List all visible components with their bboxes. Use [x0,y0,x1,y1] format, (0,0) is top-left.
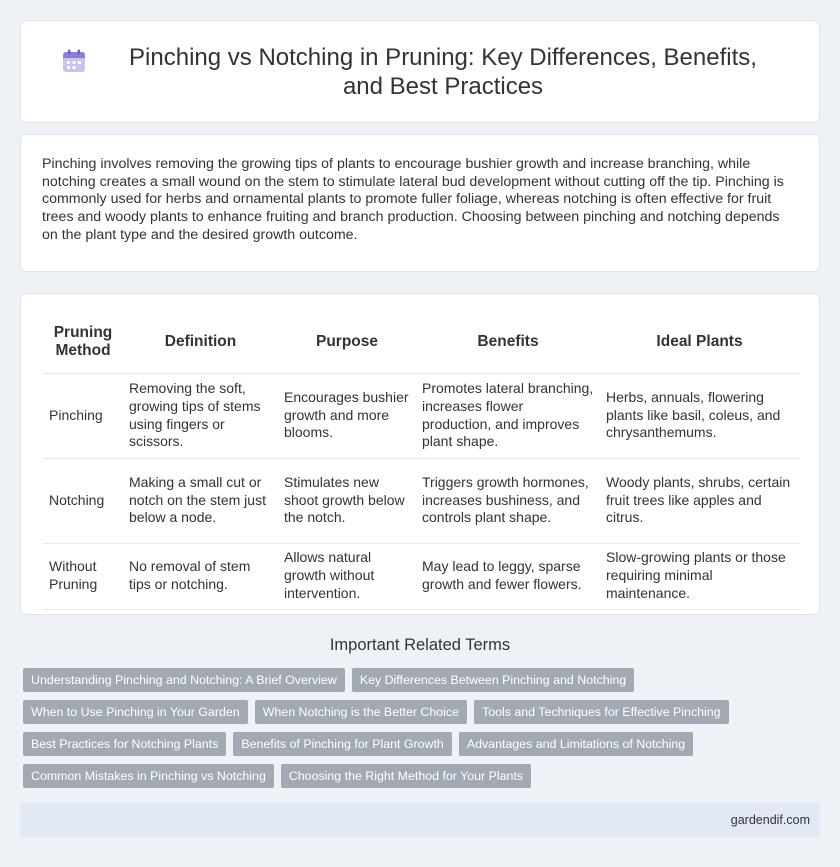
related-term-tag[interactable]: Best Practices for Notching Plants [23,732,226,756]
comparison-table-card [20,293,820,615]
header-ideal-plants: Ideal Plants [600,312,799,373]
page-title: Pinching vs Notching in Pruning: Key Differences, Benefits, and Best Practices [129,43,757,100]
cell-purpose: Stimulates new shoot growth below the notch. [278,458,416,543]
cell-ideal-plants: Herbs, annuals, flowering plants like basil, coleus, and chrysanthemums. [600,373,799,458]
related-term-tag[interactable]: Tools and Techniques for Effective Pinching [474,700,729,724]
table-row [43,373,799,458]
cell-method: Pinching [43,373,123,458]
cell-benefits: Triggers growth hormones, increases bushiness, and controls plant shape. [416,458,600,543]
cell-definition: No removal of stem tips or notching. [123,543,278,609]
title-card [20,20,820,123]
cell-definition: Removing the soft, growing tips of stems using fingers or scissors. [123,373,278,458]
header-pruning-method: Pruning Method [43,312,123,373]
cell-purpose: Allows natural growth without intervention. [278,543,416,609]
cell-benefits: May lead to leggy, sparse growth and fewer flowers. [416,543,600,609]
header-definition: Definition [123,312,278,373]
tag-row [23,764,823,788]
header-benefits: Benefits [416,312,600,373]
cell-purpose: Encourages bushier growth and more blooms. [278,373,416,458]
related-term-tag[interactable]: When to Use Pinching in Your Garden [23,700,248,724]
related-term-tag[interactable]: Benefits of Pinching for Plant Growth [233,732,452,756]
table-row [43,458,799,543]
related-term-tag[interactable]: Key Differences Between Pinching and Notching [352,668,634,692]
related-term-tag[interactable]: Advantages and Limitations of Notching [459,732,693,756]
cell-definition: Making a small cut or notch on the stem just below a node. [123,458,278,543]
intro-card [20,134,820,272]
cell-ideal-plants: Woody plants, shrubs, certain fruit trees like apples and citrus. [600,458,799,543]
footer-site-name: gardendif.com [730,813,810,827]
cell-method: Without Pruning [43,543,123,609]
tag-row [23,700,823,724]
calendar-icon [61,48,87,74]
related-term-tag[interactable]: Understanding Pinching and Notching: A Brief Overview [23,668,345,692]
table-header-row [43,312,799,373]
cell-benefits: Promotes lateral branching, increases flower production, and improves plant shape. [416,373,600,458]
header-purpose: Purpose [278,312,416,373]
related-terms-title: Important Related Terms [329,636,511,654]
related-terms-list [23,668,823,796]
table-row [43,543,799,609]
comparison-table [43,312,799,610]
cell-ideal-plants: Slow-growing plants or those requiring minimal maintenance. [600,543,799,609]
intro-paragraph: Pinching involves removing the growing tips of plants to encourage bushier growth and increase branching, while notching creates a small wound on the stem to stimulate lateral bud development without cutting off the tip. Pinching is commonly used for herbs and ornamental plants to promote fuller foliage, whereas notching is often effective for fruit trees and woody plants to enhance fruiting and branch production. Choosing between pinching and notching depends on the plant type and the desired growth outcome. [42,156,784,243]
tag-row [23,732,823,756]
related-term-tag[interactable]: Choosing the Right Method for Your Plants [281,764,531,788]
footer [20,803,820,837]
tag-row [23,668,823,692]
related-term-tag[interactable]: When Notching is the Better Choice [255,700,467,724]
related-term-tag[interactable]: Common Mistakes in Pinching vs Notching [23,764,274,788]
cell-method: Notching [43,458,123,543]
